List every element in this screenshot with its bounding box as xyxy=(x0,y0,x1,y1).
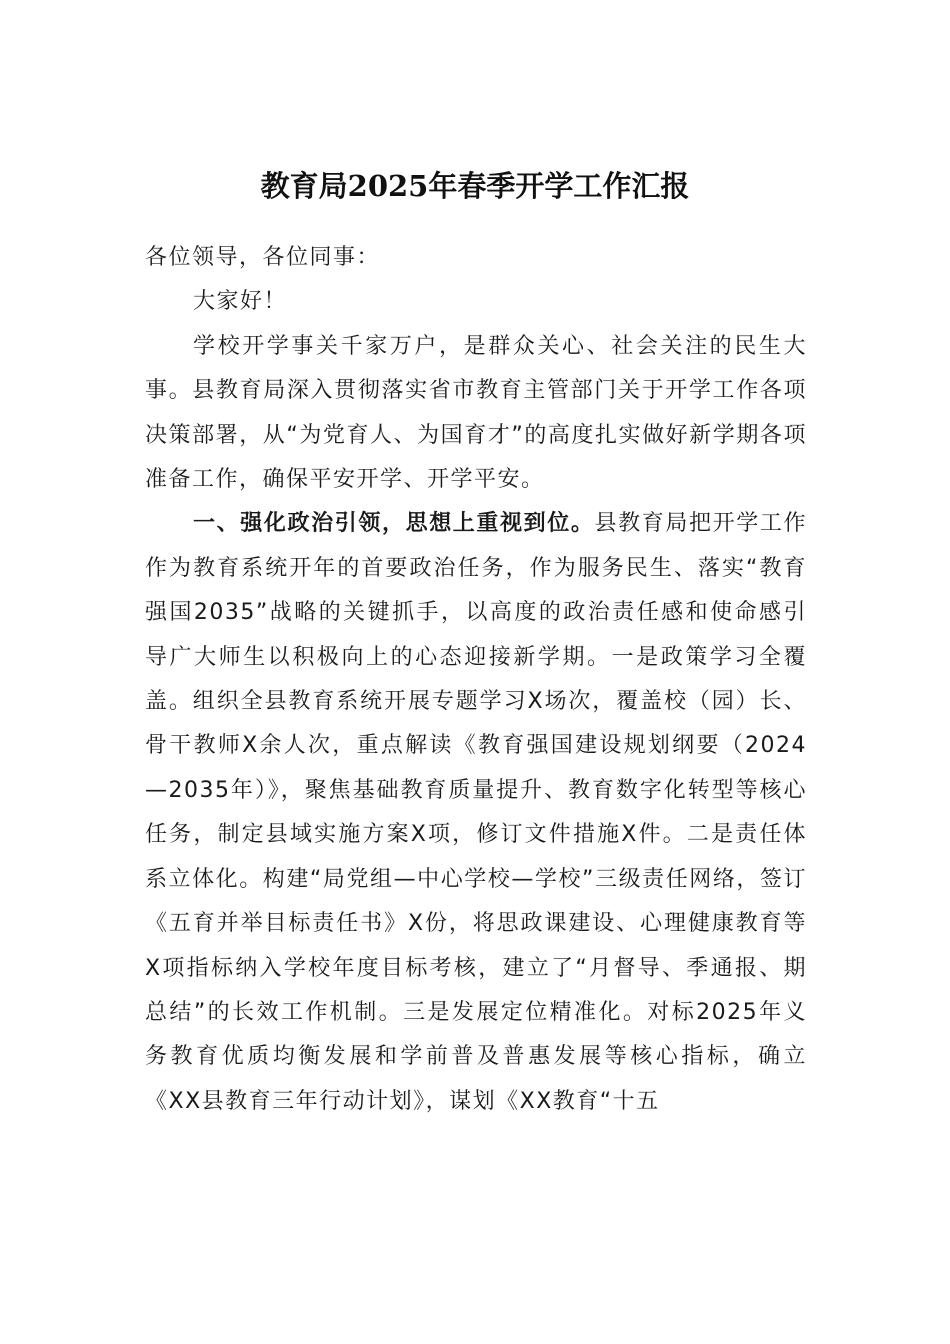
paragraph-intro: 学校开学事关千家万户，是群众关心、社会关注的民生大事。县教育局深入贯彻落实省市教育主管部门关于开学工作各项决策部署，从“为党育人、为国育才”的高度扎实做好新学期各项准备工作，确保平安开学、开学平安。 xyxy=(145,333,807,493)
paragraph-section-1 xyxy=(145,502,807,1124)
salutation: 各位领导，各位同事： xyxy=(145,245,381,270)
section-1-heading: 一、强化政治引领，思想上重视到位。 xyxy=(193,511,595,537)
document-title: 教育局2025年春季开学工作汇报 xyxy=(260,169,690,203)
section-1-body: 县教育局把开学工作作为教育系统开年的首要政治任务，作为服务民生、落实“教育强国2035”战略的关键抓手，以高度的政治责任感和使命感引导广大师生以积极向上的心态迎接新学期。一是政策学习全覆盖。组织全县教育系统开展专题学习X场次，覆盖校（园）长、骨干教师X余人次，重点解读《教育强国建设规划纲要（2024—2035年）》，聚焦基础教育质量提升、教育数字化转型等核心任务，制定县域实施方案X项，修订文件措施X件。二是责任体系立体化。构建“局党组—中心学校—学校”三级责任网络，签订《五育并举目标责任书》X份，将思政课建设、心理健康教育等X项指标纳入学校年度目标考核，建立了“月督导、季通报、期总结”的长效工作机制。三是发展定位精准化。对标2025年义务教育优质均衡发展和学前普及普惠发展等核心指标，确立《XX县教育三年行动计划》，谋划《XX教育“十五 xyxy=(145,511,807,1114)
greeting: 大家好！ xyxy=(193,289,288,315)
document-body xyxy=(145,236,807,1124)
